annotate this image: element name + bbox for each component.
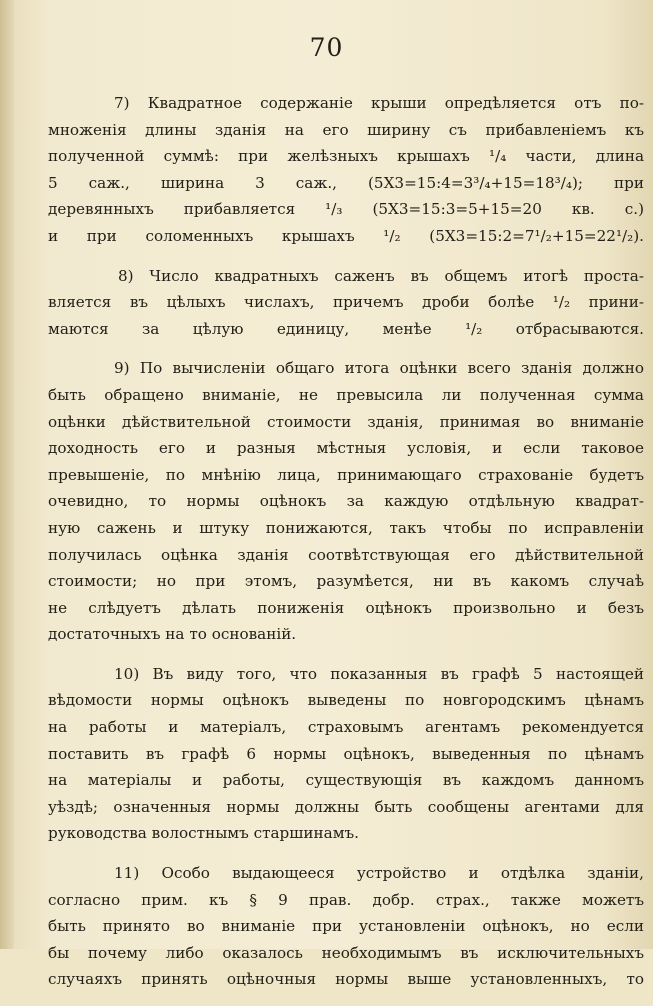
text-line: 10) Въ виду того, что показанныя въ графѣ 5 настоящей <box>114 664 644 683</box>
text-line: 9) По вычисленіи общаго итога оцѣнки всего зданія должно <box>114 359 644 378</box>
text-line: быть принято во вниманіе при установленіи оцѣнокъ, но если <box>48 917 644 936</box>
paragraph-11 <box>48 860 644 993</box>
body-text <box>48 90 644 1006</box>
text-line: согласно прим. къ § 9 прав. добр. страх., также можетъ <box>48 890 644 909</box>
text-line: ную сажень и штуку понижаются, такъ чтобы по исправленіи <box>48 518 644 537</box>
text-line: руководства волостнымъ старшинамъ. <box>48 824 359 843</box>
text-line: на матеріалы и работы, существующія въ каждомъ данномъ <box>48 771 644 790</box>
text-line: превышеніе, по мнѣнію лица, принимающаго страхованіе будетъ <box>48 465 644 484</box>
page-number: 70 <box>309 33 344 62</box>
text-line: вляется въ цѣлыхъ числахъ, причемъ дроби болѣе ¹/₂ прини- <box>48 293 644 312</box>
text-line: деревянныхъ прибавляется ¹/₃ (5X3=15:3=5+15=20 кв. с.) <box>48 200 644 219</box>
text-line: доходность его и разныя мѣстныя условія, и если таковое <box>48 439 644 458</box>
text-line: быть обращено вниманіе, не превысила ли полученная сумма <box>48 385 644 404</box>
text-line: на работы и матеріалъ, страховымъ агентамъ рекомендуется <box>48 718 644 737</box>
text-line: бы почему либо оказалось необходимымъ въ исключительныхъ <box>48 943 644 962</box>
text-line: уѣздѣ; означенныя нормы должны быть сообщены агентами для <box>48 797 644 816</box>
paragraph-9 <box>48 355 644 648</box>
paragraph-7 <box>48 90 644 250</box>
text-line: множенія длины зданія на его ширину съ прибавленіемъ къ <box>48 120 644 139</box>
paragraph-10 <box>48 661 644 847</box>
text-line: маются за цѣлую единицу, менѣе ¹/₂ отбрасываются. <box>48 319 644 338</box>
text-line: полученной суммѣ: при желѣзныхъ крышахъ ¹/₄ части, длина <box>48 147 644 166</box>
page-edge-shadow <box>0 0 14 949</box>
text-line: получилась оцѣнка зданія соотвѣтствующая его дѣйствительной <box>48 545 644 564</box>
text-line: и при соломенныхъ крышахъ ¹/₂ (5X3=15:2=7¹/₂+15=22¹/₂). <box>48 226 644 245</box>
text-line: случаяхъ принять оцѣночныя нормы выше установленныхъ, то <box>48 970 644 989</box>
text-line: 11) Особо выдающееся устройство и отдѣлка зданіи, <box>114 864 644 883</box>
text-line: достаточныхъ на то основаній. <box>48 625 297 644</box>
text-line: 5 саж., ширина 3 саж., (5X3=15:4=3³/₄+15=18³/₄); при <box>48 173 644 192</box>
text-line: 8) Число квадратныхъ саженъ въ общемъ итогѣ проста- <box>118 266 644 285</box>
text-line: очевидно, то нормы оцѣнокъ за каждую отдѣльную квадрат- <box>48 492 644 511</box>
paragraph-8 <box>48 263 644 343</box>
text-line: поставить въ графѣ 6 нормы оцѣнокъ, выведенныя по цѣнамъ <box>48 744 644 763</box>
text-line: 7) Квадратное содержаніе крыши опредѣляется отъ по- <box>114 94 644 112</box>
text-line: вѣдомости нормы оцѣнокъ выведены по новгородскимъ цѣнамъ <box>48 691 644 710</box>
text-line: стоимости; но при этомъ, разумѣется, ни въ какомъ случаѣ <box>48 572 644 591</box>
text-line: не слѣдуетъ дѣлать пониженія оцѣнокъ произвольно и безъ <box>48 598 644 617</box>
text-line: оцѣнки дѣйствительной стоимости зданія, принимая во вниманіе <box>48 412 644 431</box>
